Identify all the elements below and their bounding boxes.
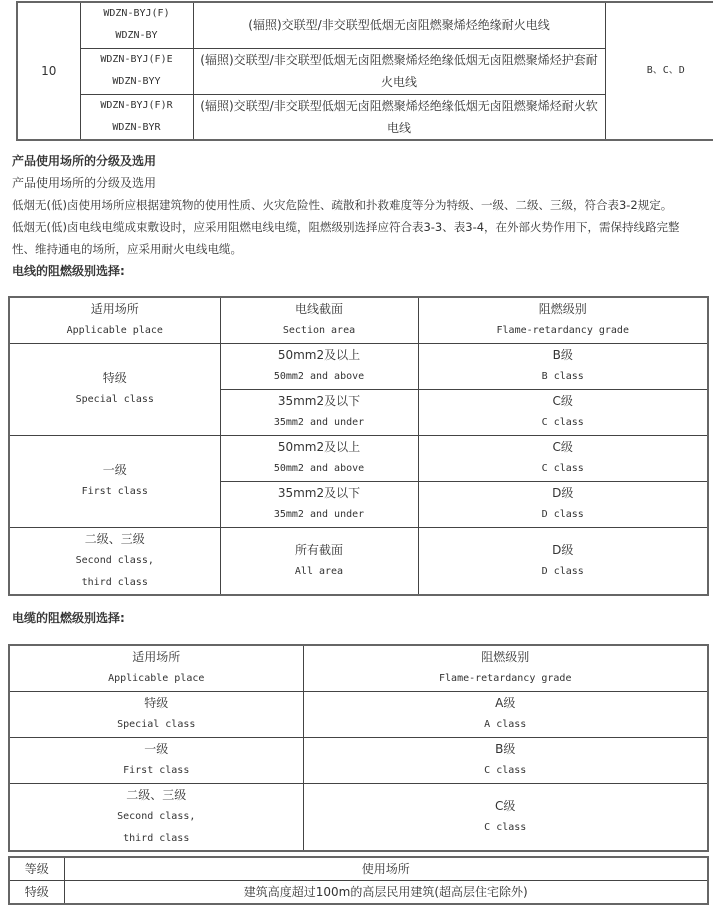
cell-text: Flame-retardancy grade [439,673,572,685]
cell-text: B级 [552,348,573,362]
table-cell: 建筑高度超过100m的高层民用建筑(超高层住宅除外) [64,881,708,905]
table-row [9,645,708,691]
cell-text: C级 [552,440,573,454]
cell-text: 所有截面 [294,542,343,557]
table-cell [9,737,303,783]
cell-text: 50mm2及以上 [277,348,361,362]
cell-text: B级 [495,742,516,756]
paragraph: 低烟无(低)卤电线电缆成束敷设时，应采用阻燃电线电缆，阻燃级别选择应符合表3-3、表3-4，在外部火势作用下，需保持线路完整 [12,220,680,234]
table-cell: 特级 [9,881,64,905]
table-cell [418,389,708,435]
cell-text: 阻燃级别 [481,650,530,665]
paragraph: 性、维持通电的场所，应采用耐火电线电缆。 [12,242,242,256]
desc-cell: (辐照)交联型/非交联型低烟无卤阻燃聚烯烃绝缘低烟无卤阻燃聚烯烃护套耐火电线 [193,48,605,94]
table-cell [9,343,220,435]
cell-text: D class [541,509,584,520]
cell-text: C class [541,463,584,474]
table-cell [220,481,418,527]
cell-text: Applicable place [66,325,163,337]
cell-text: 适用场所 [90,302,139,317]
cell-text: third class [81,576,148,588]
table-cell [9,691,303,737]
cell-text: Second class, [117,810,196,822]
cell-text: C级 [495,798,516,813]
cell-text: third class [123,832,190,844]
table-row [9,737,708,783]
cell-text: D class [541,565,584,577]
cell-text: 35mm2及以下 [277,394,361,408]
table-cell: 使用场所 [64,857,708,881]
table-cell [418,343,708,389]
cell-text: 电线截面 [294,302,343,317]
table-cell [303,783,708,851]
table-cell [220,435,418,481]
table-row [9,435,708,481]
table-row [9,297,708,343]
wire-heading: 电线的阻燃级别选择: [12,264,125,278]
cell-text: 一级 [144,742,169,756]
desc-cell: (辐照)交联型/非交联型低烟无卤阻燃聚烯烃绝缘耐火电线 [193,2,605,48]
row-number: 10 [17,2,80,140]
cell-text: 50mm2及以上 [277,440,361,454]
place-grade-table [8,856,709,905]
subheading: 产品使用场所的分级及选用 [12,176,157,190]
cell-text: B class [541,371,584,382]
cell-text: Special class [117,719,196,730]
cell-text: 50mm2 and above [273,463,365,474]
table-row [9,857,708,881]
table-row [9,527,708,595]
cable-model-table [16,1,713,141]
table-cell [418,481,708,527]
cell-text: Applicable place [108,673,205,685]
table-row [9,691,708,737]
cell-text: Second class, [75,554,154,566]
cable-heading: 电缆的阻燃级别选择: [12,611,125,625]
cell-text: 35mm2及以下 [277,486,361,500]
table-cell [418,527,708,595]
cell-text: Special class [75,394,154,405]
cell-text: 特级 [144,696,169,710]
cell-text: 阻燃级别 [538,302,587,317]
cell-text: 35mm2 and under [273,417,365,428]
section-heading: 产品使用场所的分级及选用 [12,154,157,168]
table-cell: 等级 [9,857,64,881]
table-cell [220,389,418,435]
table-cell [9,527,220,595]
table-cell [303,737,708,783]
table-row [9,881,708,905]
table-cell [220,343,418,389]
table-cell [303,691,708,737]
table-cell [9,297,220,343]
cell-text: A级 [495,696,516,710]
cell-text: First class [81,486,148,497]
cell-text: A class [484,719,527,730]
table-row [9,783,708,851]
cell-text: C class [484,765,527,776]
cell-text: C class [484,821,527,833]
cell-text: 35mm2 and under [273,509,365,520]
cell-text: Flame-retardancy grade [496,325,629,337]
cable-grade-table [8,644,709,852]
cell-text: D级 [552,486,574,500]
cell-text: Section area [282,325,356,337]
cell-text: First class [123,765,190,776]
model-cell: WDZN-BYJ(F) WDZN-BY [80,2,193,48]
cell-text: All area [294,565,344,577]
table-cell [220,297,418,343]
model-cell: WDZN-BYJ(F)E WDZN-BYY [80,48,193,94]
table-cell [9,783,303,851]
cell-text: C级 [552,394,573,408]
cell-text: 二级、三级 [84,531,145,546]
table-cell [220,527,418,595]
wire-grade-table [8,296,709,596]
grades-cell: B、C、D [605,2,713,140]
table-cell [9,645,303,691]
table-row [9,343,708,389]
cell-text: 一级 [102,463,127,477]
cell-text: 50mm2 and above [273,371,365,382]
desc-cell: (辐照)交联型/非交联型低烟无卤阻燃聚烯烃绝缘低烟无卤阻燃聚烯烃耐火软电线 [193,94,605,140]
cell-text: 二级、三级 [126,787,187,802]
cell-text: D级 [552,542,574,557]
cell-text: 适用场所 [132,650,181,665]
cell-text: C class [541,417,584,428]
table-cell [418,297,708,343]
paragraph: 低烟无(低)卤使用场所应根据建筑物的使用性质、火灾危险性、疏散和扑救难度等分为特级、一级、二级、三级，符合表3-2规定。 [12,198,673,212]
table-cell [418,435,708,481]
table-cell [303,645,708,691]
model-cell: WDZN-BYJ(F)R WDZN-BYR [80,94,193,140]
cell-text: 特级 [102,371,127,385]
table-cell [9,435,220,527]
